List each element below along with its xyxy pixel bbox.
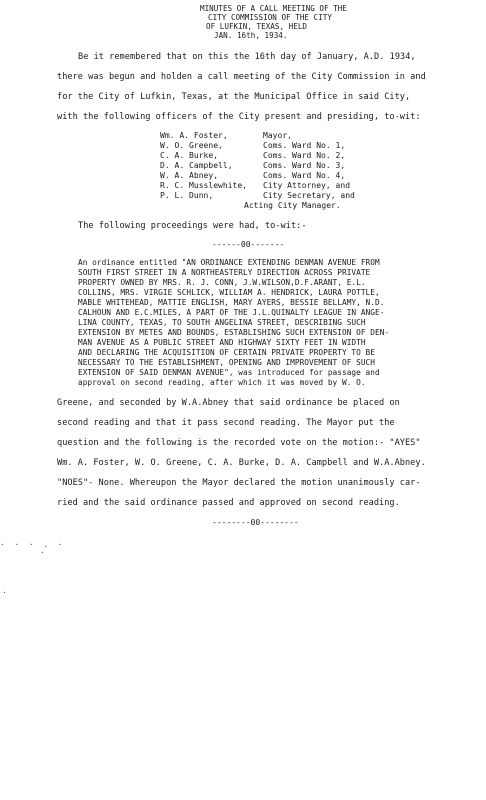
- acting-manager: Acting City Manager.: [244, 201, 341, 210]
- ordinance-line: CALHOUN AND E.C.MILES, A PART OF THE J.L.QUINALTY LEAGUE IN ANGE-: [78, 308, 385, 317]
- header-location: OF LUFKIN, TEXAS, HELD: [206, 22, 308, 31]
- officer-title: Mayor,: [263, 131, 293, 140]
- motion-line: "NOES"- None. Whereupon the Mayor declared the motion unanimously car-: [57, 478, 421, 488]
- ordinance-line: EXTENSION OF SAID DENMAN AVENUE", was introduced for passage and: [78, 368, 380, 377]
- ordinance-line: AND DECLARING THE ACQUISITION OF CERTAIN PRIVATE PROPERTY TO BE: [78, 348, 375, 357]
- intro-line: there was begun and holden a call meeting of the City Commission in and: [57, 72, 426, 82]
- officer-title: City Secretary, and: [263, 191, 355, 200]
- officer-name: D. A. Campbell,: [160, 161, 233, 170]
- intro-line: Be it remembered that on this the 16th day of January, A.D. 1934,: [78, 52, 416, 62]
- ordinance-line: NECESSARY TO THE ESTABLISHMENT, OPENING AND IMPROVEMENT OF SUCH: [78, 358, 375, 367]
- scan-speck: ·: [40, 548, 45, 557]
- motion-line: ried and the said ordinance passed and approved on second reading.: [57, 498, 400, 508]
- officer-name: P. L. Dunn,: [160, 191, 214, 200]
- ordinance-line: SOUTH FIRST STREET IN A NORTHEASTERLY DIRECTION ACROSS PRIVATE: [78, 268, 371, 277]
- header-title: MINUTES OF A CALL MEETING OF THE: [200, 4, 347, 13]
- ordinance-line: An ordinance entitled "AN ORDINANCE EXTENDING DENMAN AVENUE FROM: [78, 258, 380, 267]
- header-date: JAN. 16th, 1934.: [214, 31, 288, 40]
- proceedings-line: The following proceedings were had, to-wit:-: [78, 221, 307, 231]
- header-org: CITY COMMISSION OF THE CITY: [208, 13, 332, 22]
- intro-line: with the following officers of the City present and presiding, to-wit:: [57, 112, 421, 122]
- ordinance-line: approval on second reading, after which it was moved by W. O.: [78, 378, 366, 387]
- officer-title: Coms. Ward No. 2,: [263, 151, 346, 160]
- officer-name: W. O. Greene,: [160, 141, 223, 150]
- officer-title: Coms. Ward No. 4,: [263, 171, 346, 180]
- ordinance-line: MAN AVENUE AS A PUBLIC STREET AND HIGHWAY SIXTY FEET IN WIDTH: [78, 338, 366, 347]
- officer-title: Coms. Ward No. 3,: [263, 161, 346, 170]
- officer-title: Coms. Ward No. 1,: [263, 141, 346, 150]
- intro-line: for the City of Lufkin, Texas, at the Municipal Office in said City,: [57, 92, 411, 102]
- officer-name: R. C. Musslewhite,: [160, 181, 248, 190]
- ordinance-line: MABLE WHITEHEAD, MATTIE ENGLISH, MARY AYERS, BESSIE BELLAMY, N.D.: [78, 298, 385, 307]
- motion-line: Wm. A. Foster, W. O. Greene, C. A. Burke, D. A. Campbell and W.A.Abney.: [57, 458, 426, 468]
- ordinance-line: EXTENSION BY METES AND BOUNDS, ESTABLISHING SUCH EXTENSION OF DEN-: [78, 328, 390, 337]
- scan-speck: · · · . ·: [0, 540, 63, 549]
- motion-line: Greene, and seconded by W.A.Abney that said ordinance be placed on: [57, 398, 400, 408]
- officer-name: C. A. Burke,: [160, 151, 219, 160]
- ordinance-line: PROPERTY OWNED BY MRS. R. J. CONN, J.W.WILSON,D.F.ARANT, E.L.: [78, 278, 366, 287]
- ordinance-line: COLLINS, MRS. VIRGIE SCHLICK, WILLIAM A. HENDRICK, LAURA POTTLE,: [78, 288, 380, 297]
- section-separator: ------00-------: [212, 240, 285, 249]
- ordinance-line: LINA COUNTY, TEXAS, TO SOUTH ANGELINA STREET, DESCRIBING SUCH: [78, 318, 366, 327]
- officer-title: City Attorney, and: [263, 181, 351, 190]
- end-separator: --------00--------: [212, 518, 299, 527]
- scan-speck: ·: [2, 588, 7, 597]
- motion-line: question and the following is the recorded vote on the motion:- "AYES": [57, 438, 421, 448]
- motion-line: second reading and that it pass second reading. The Mayor put the: [57, 418, 395, 428]
- officer-name: W. A. Abney,: [160, 171, 219, 180]
- officer-name: Wm. A. Foster,: [160, 131, 228, 140]
